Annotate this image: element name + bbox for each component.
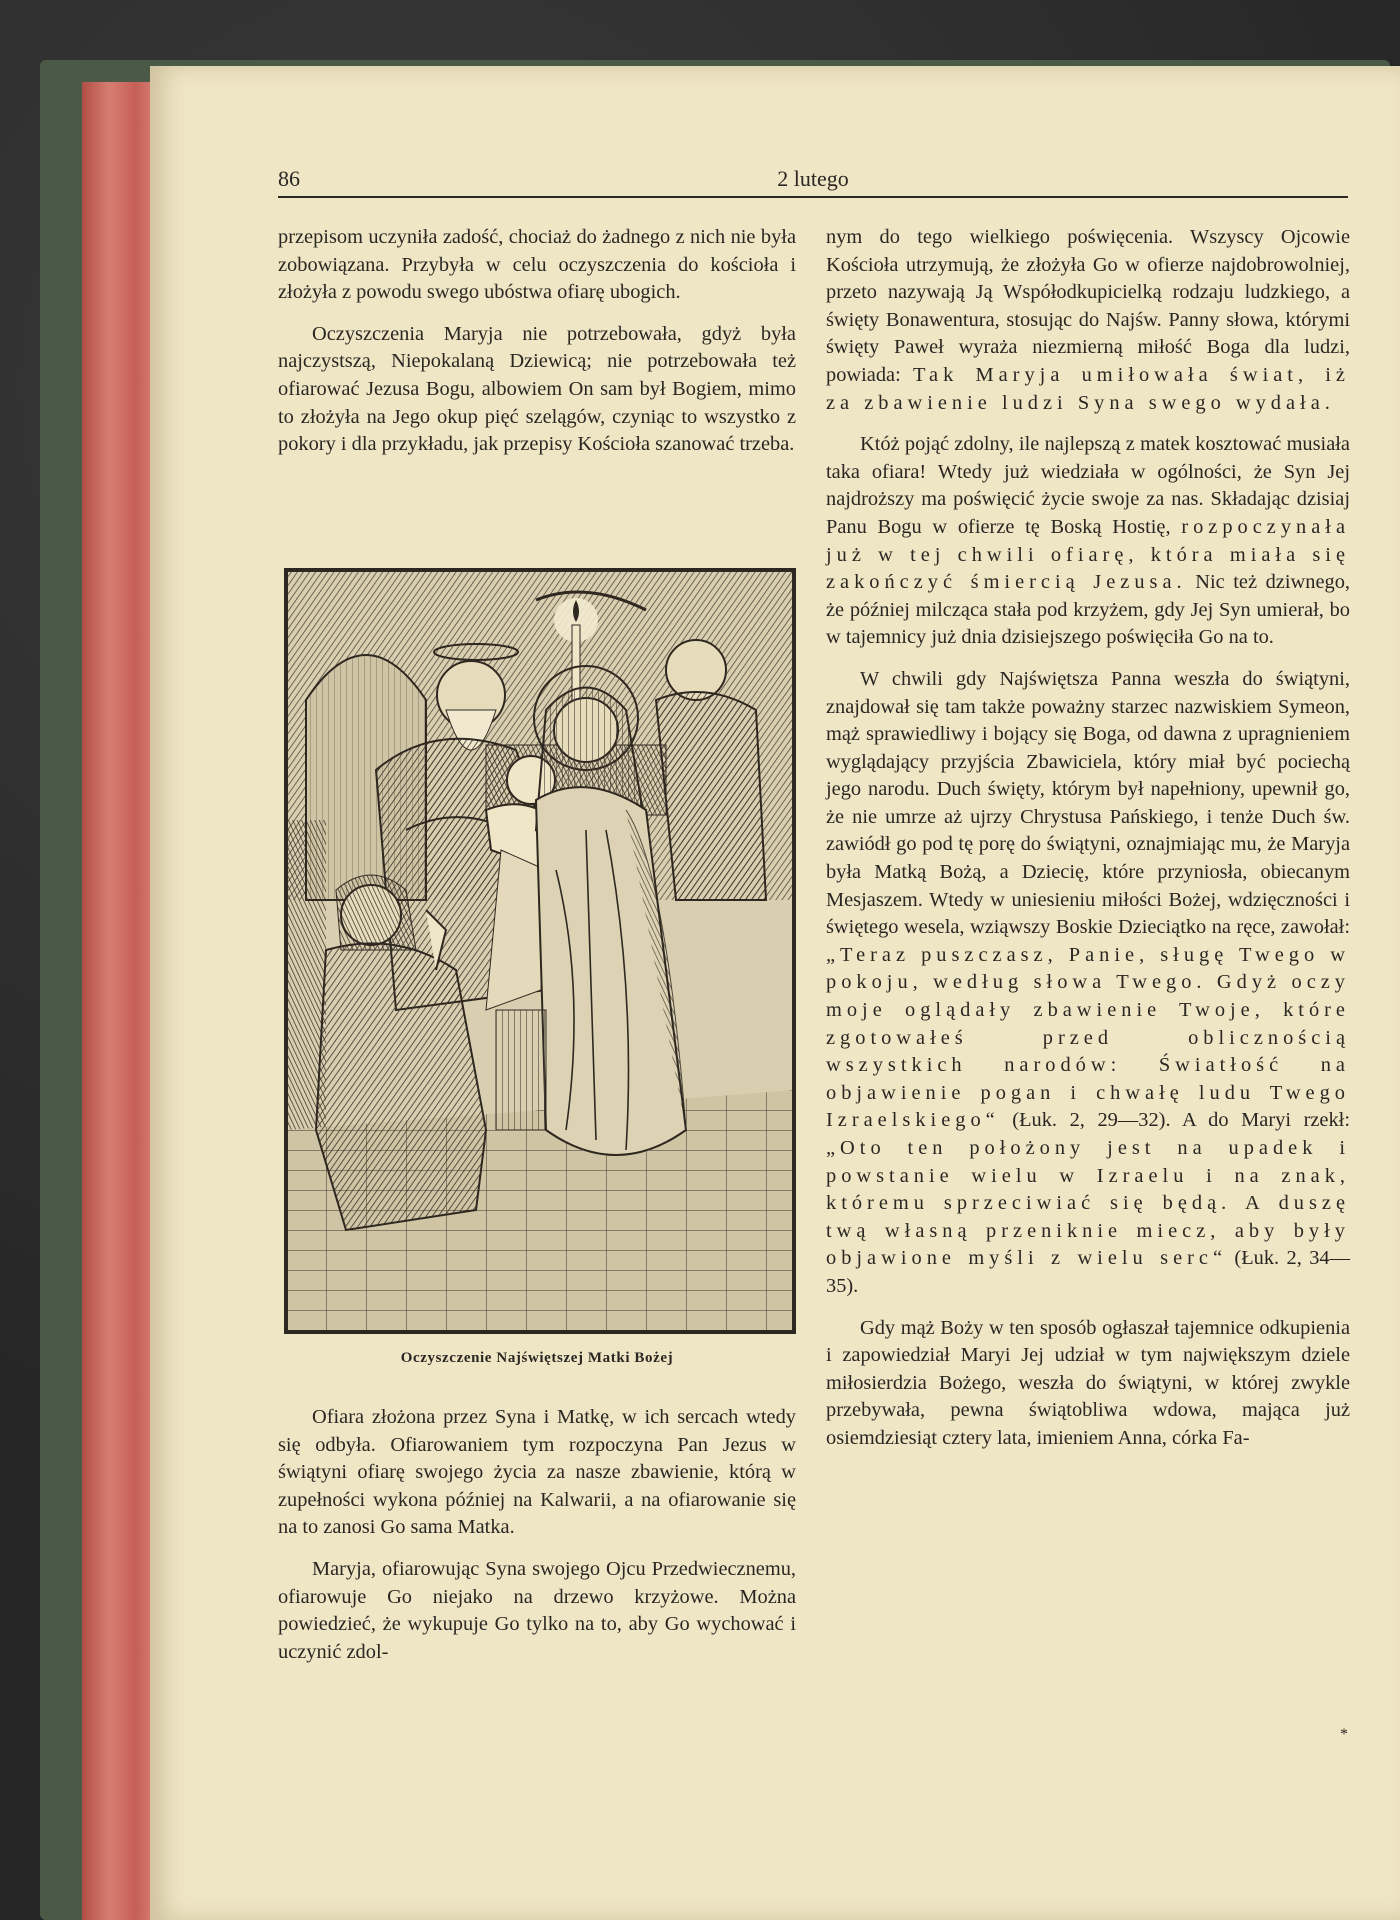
signature-mark: * — [1340, 1726, 1348, 1743]
illustration-caption: Oczyszczenie Najświętszej Matki Bożej — [400, 1350, 674, 1366]
text-run: nym do tego wielkiego poświęcenia. Wszyscy Ojcowie Kościoła utrzymują, że złożyła Go w ofierze najdobrowolniej, przeto nazywają Ją Współodkupicielką rodzaju ludzkiego, a święty Bonawentura, stosując do Najśw. Panny słowa, którymi święty Paweł wyraża niezmierną miłość Boga dla ludzi, powiada: — [826, 226, 1350, 386]
paragraph: Oczyszczenia Maryja nie potrzebowała, gdyż była najczystszą, Niepokalaną Dziewicą; nie potrzebowała też ofiarować Jezusa Bogu, albowiem On sam był Bogiem, mimo to złożyła na Jego okup pięć szelągów, czyniąc to wszystko z pokory i dla przykładu, jak przepisy Kościoła szanować trzeba. — [278, 322, 796, 456]
spaced-quote: „Oto ten położony jest na upadek i powstanie wielu w Izraelu i na znak, któremu sprzeciwiać się będą. A duszę twą własną przeniknie miecz, aby były objawione myśli z wielu serc“ — [826, 1137, 1350, 1270]
text-run: (Łuk. 2, 29—32). A do Maryi rzekł: — [1012, 1109, 1350, 1132]
running-title: 2 lutego — [777, 166, 849, 191]
left-column-bottom — [278, 1404, 796, 1680]
spaced-quote: Tak Maryja umiłowała świat, iż za zbawienie ludzi Syna swego wydała. — [826, 363, 1350, 414]
text-run: Któż pojąć zdolny, ile najlepszą z matek kosztować musiała taka ofiara! Wtedy już wiedziała w ogólności, że Syn Jej najdroższy ma poświęcić życie swoje za nas. Składając dzisiaj Panu Bogu w ofierze tę Boską Hostię, — [826, 433, 1350, 538]
engraving-presentation-in-temple-icon — [286, 570, 794, 1332]
paragraph — [826, 224, 1350, 417]
paragraph: przepisom uczyniła zadość, chociaż do żadnego z nich nie była zobowiązana. Przybyła w celu oczyszczenia do kościoła i złożyła z powodu swego ubóstwa ofiarę ubogich. — [278, 226, 796, 304]
right-column — [826, 224, 1350, 1467]
page-header — [278, 162, 1348, 198]
text-run: W chwili gdy Najświętsza Panna weszła do świątyni, znajdował się tam także poważny starzec nazwiskiem Symeon, mąż sprawiedliwy i bojący się Boga, od dawna z upragnieniem wyglądający przyjścia Zbawiciela, który miał być pociechą jego narodu. Duch święty, którym był napełniony, upewnił go, że nie umrze aż ujrzy Chrystusa Pańskiego, i tenże Duch św. zawiódł go pod tę porę do świątyni, oznajmiając mu, że Maryja była Matką Bożą, a Dziecię, które przyniosła, obiecanym Mesjaszem. Wtedy w uniesieniu miłości Bożej, wdzięczności i świętego wesela, wziąwszy Boskie Dzieciątko na ręce, zawołał: — [826, 667, 1350, 939]
page-number: 86 — [278, 166, 300, 191]
paragraph — [826, 431, 1350, 652]
paragraph: Maryja, ofiarowując Syna swojego Ojcu Przedwiecznemu, ofiarowuje Go niejako na drzewo krzyżowe. Można powiedzieć, że wykupuje Go tylko na to, aby Go wychować i uczynić zdol- — [278, 1557, 796, 1663]
text-run: (Łuk. 2, 34—35). — [826, 1247, 1350, 1297]
paragraph: Ofiara złożona przez Syna i Matkę, w ich sercach wtedy się odbyła. Ofiarowaniem tym rozpoczyna Pan Jezus w świątyni ofiarę swojego życia za nasze zbawienie, którą w zupełności wykona później na Kalwarii, a na ofiarowanie się na to zanosi Go sama Matka. — [278, 1406, 796, 1539]
text-run: Nic też dziwnego, że później milcząca stała pod krzyżem, gdy Jej Syn umierał, bo w tajemnicy już dnia dzisiejszego poświęciła Go na to. — [826, 571, 1350, 649]
paragraph — [826, 666, 1350, 1301]
paragraph: Gdy mąż Boży w ten sposób ogłaszał tajemnice odkupienia i zapowiedział Maryi Jej udział w tym największym dziele miłosierdzia Bożego, weszła do świątyni, w której zwykle przebywała, pewna świątobliwa wdowa, mająca już osiemdziesiąt cztery lata, imieniem Anna, córka Fa- — [826, 1316, 1350, 1449]
engraving-illustration — [284, 568, 796, 1334]
spaced-quote: „Teraz puszczasz, Panie, sługę Twego w pokoju, według słowa Twego. Gdyż oczy moje oglądały zbawienie Twoje, które zgotowałeś przed oblicznością wszystkich narodów: Światłość na objawienie pogan i chwałę ludu Twego Izraelskiego“ — [826, 943, 1350, 1132]
spaced-emphasis: rozpoczynała już w tej chwili ofiarę, która miała się zakończyć śmiercią Jezusa. — [826, 515, 1350, 594]
left-column-top — [278, 224, 796, 473]
